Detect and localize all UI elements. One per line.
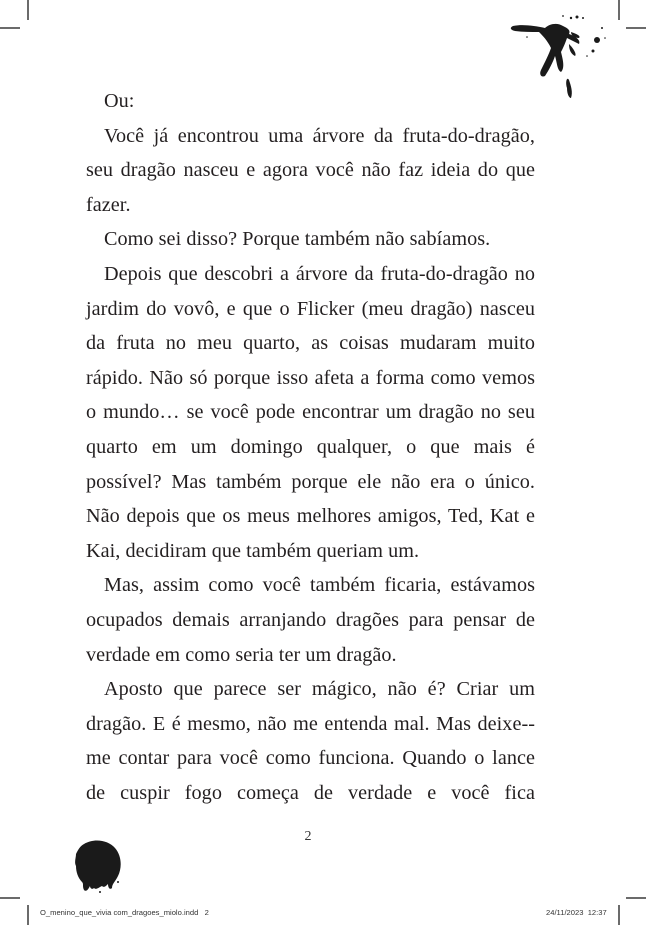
- crop-mark-top-left-horizontal: [0, 27, 20, 29]
- print-slug-time: 12:37: [587, 908, 607, 917]
- crop-mark-bottom-left-vertical: [27, 905, 29, 925]
- paragraph: Você já encontrou uma árvore da fruta-do-dragão, seu dragão nasceu e agora você não faz ideia do que fazer.: [86, 124, 535, 216]
- paragraph: Aposto que parece ser mágico, não é? Criar um dragão. E é mesmo, não me entenda mal. Mas deixe--me contar para você como funciona. Quando o lance de cuspir fogo começa de verdade e você fica: [86, 678, 535, 804]
- crop-mark-bottom-right-horizontal: [626, 897, 646, 899]
- crop-mark-bottom-right-vertical: [618, 905, 620, 925]
- crop-mark-bottom-left-horizontal: [0, 897, 20, 899]
- body-text: [86, 84, 535, 810]
- ink-blot-icon: [60, 838, 130, 894]
- paragraph: Mas, assim como você também ficaria, estávamos ocupados demais arranjando dragões para pensar de verdade em como seria ter um dragão.: [86, 574, 535, 666]
- paragraph: Ou:: [104, 90, 135, 112]
- crop-mark-top-right-horizontal: [626, 27, 646, 29]
- crop-mark-top-left-vertical: [27, 0, 29, 20]
- print-slug-date: 24/11/2023: [546, 908, 584, 917]
- print-slug-datetime: [546, 908, 607, 917]
- paragraph: Como sei disso? Porque também não sabíamos.: [104, 228, 491, 251]
- print-slug-filename: O_menino_que_vivia com_dragoes_miolo.indd 2: [40, 908, 209, 917]
- page-number: 2: [304, 829, 312, 844]
- paragraph: Depois que descobri a árvore da fruta-do-dragão no jardim do vovô, e que o Flicker (meu dragão) nasceu da fruta no meu quarto, as coisas mudaram muito rápido. Não só porque isso afeta a forma como vemos o mundo… se você pode encontrar um dragão no seu quarto em um domingo qualquer, o que mais é possível? Mas também porque ele não era o único. Não depois que os meus melhores amigos, Ted, Kat e Kai, decidiram que também queriam um.: [86, 262, 535, 562]
